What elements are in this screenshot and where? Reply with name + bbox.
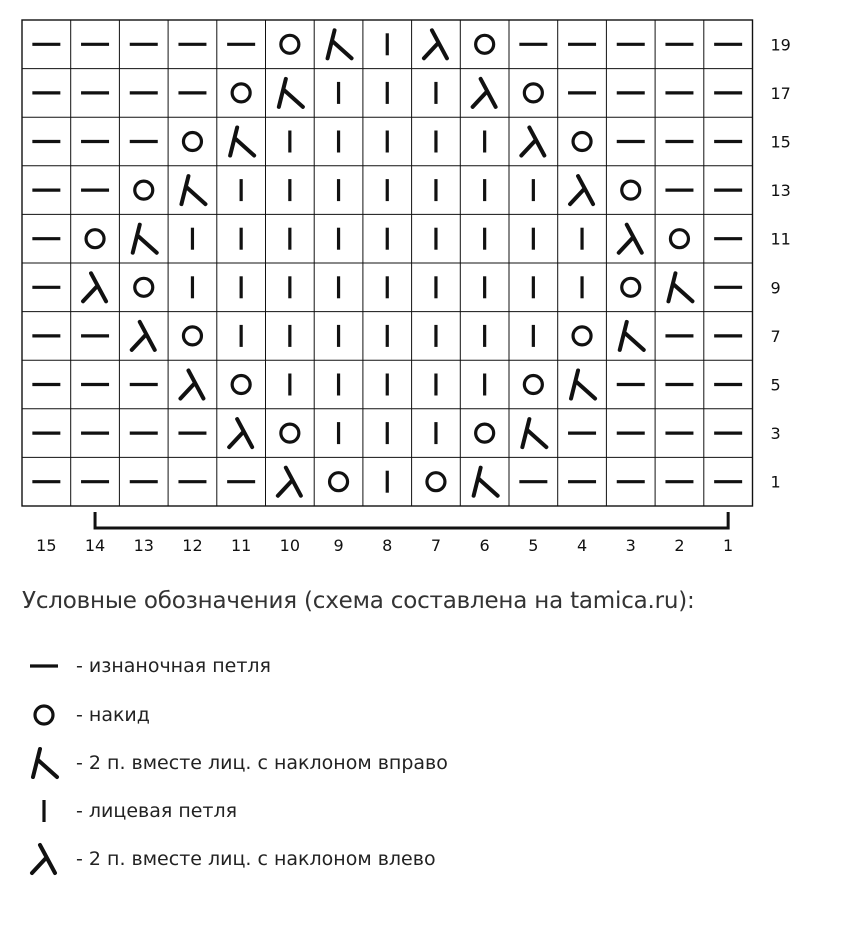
decrease-left-symbol xyxy=(570,176,593,204)
legend-item xyxy=(22,743,448,783)
column-label: 4 xyxy=(576,536,588,555)
yarn-over-symbol xyxy=(281,424,299,442)
legend-item-label: - 2 п. вместе лиц. с наклоном вправо xyxy=(76,752,448,774)
row-label: 7 xyxy=(770,326,781,346)
column-label: 11 xyxy=(230,536,252,555)
row-label: 5 xyxy=(770,375,781,395)
column-label: 2 xyxy=(674,536,685,555)
column-label: 3 xyxy=(625,536,636,555)
legend-item xyxy=(22,695,150,735)
row-label: 19 xyxy=(770,35,791,55)
knit-symbol-icon xyxy=(22,791,70,831)
decrease-left-symbol xyxy=(521,128,544,156)
purl-symbol-icon xyxy=(22,646,70,686)
column-label: 12 xyxy=(182,536,203,555)
decrease-right-symbol xyxy=(279,79,303,107)
yarn-over-symbol xyxy=(281,35,299,53)
column-label: 10 xyxy=(279,536,301,555)
yarn-over-symbol xyxy=(330,473,348,491)
column-label: 14 xyxy=(84,536,106,555)
yarn-over-symbol xyxy=(135,278,153,296)
column-label: 6 xyxy=(479,536,490,555)
yarn-over-symbol xyxy=(476,424,494,442)
row-label: 11 xyxy=(770,229,791,249)
yarn-over-symbol xyxy=(476,35,494,53)
legend-item-label: - лицевая петля xyxy=(76,800,238,822)
yarn-over-symbol xyxy=(86,230,104,248)
legend-item xyxy=(22,791,237,831)
column-label: 5 xyxy=(528,536,539,555)
decrease-left-symbol xyxy=(83,273,106,301)
legend-item-label: - изнаночная петля xyxy=(76,655,271,677)
column-label: 8 xyxy=(382,536,393,555)
decrease-left-symbol xyxy=(619,225,642,253)
decrease-left-symbol-icon xyxy=(22,839,70,879)
yarn-over-symbol xyxy=(135,181,153,199)
row-label: 9 xyxy=(770,278,781,298)
decrease-left-symbol xyxy=(180,371,203,399)
column-label: 1 xyxy=(723,536,734,555)
decrease-right-symbol xyxy=(571,371,595,399)
row-label: 1 xyxy=(770,472,781,492)
decrease-right-symbol xyxy=(328,30,352,58)
yarn-over-symbol xyxy=(232,84,250,102)
repeat-bracket xyxy=(95,512,728,528)
yarn-over-symbol xyxy=(183,327,201,345)
yarn-over-symbol xyxy=(524,84,542,102)
decrease-right-symbol xyxy=(230,128,254,156)
decrease-left-symbol xyxy=(132,322,155,350)
legend-title: Условные обозначения (схема составлена на tamica.ru): xyxy=(22,588,695,614)
yarn-over-symbol-icon xyxy=(22,695,70,735)
column-label: 7 xyxy=(430,536,442,555)
yarn-over-symbol xyxy=(524,376,542,394)
decrease-left-symbol xyxy=(424,30,447,58)
column-labels xyxy=(36,536,733,555)
decrease-left-symbol xyxy=(473,79,496,107)
decrease-right-symbol xyxy=(474,468,498,496)
yarn-over-symbol xyxy=(622,278,640,296)
decrease-left-symbol xyxy=(229,419,252,447)
decrease-right-symbol xyxy=(133,225,157,253)
row-label: 15 xyxy=(770,132,791,152)
column-label: 15 xyxy=(36,536,57,555)
decrease-right-symbol xyxy=(668,273,692,301)
yarn-over-symbol xyxy=(573,327,591,345)
decrease-right-symbol xyxy=(181,176,205,204)
column-label: 9 xyxy=(333,536,344,555)
row-labels xyxy=(771,35,791,491)
decrease-right-symbol-icon xyxy=(22,743,70,783)
yarn-over-symbol xyxy=(670,230,688,248)
yarn-over-symbol xyxy=(573,133,591,151)
yarn-over-symbol xyxy=(622,181,640,199)
legend-item xyxy=(22,646,271,686)
decrease-right-symbol xyxy=(620,322,644,350)
yarn-over-symbol xyxy=(427,473,445,491)
yarn-over-symbol xyxy=(183,133,201,151)
legend-item-label: - накид xyxy=(76,704,150,726)
decrease-left-symbol xyxy=(278,468,301,496)
row-label: 13 xyxy=(770,181,791,201)
legend-item-label: - 2 п. вместе лиц. с наклоном влево xyxy=(76,848,436,870)
column-label: 13 xyxy=(133,536,154,555)
yarn-over-symbol xyxy=(232,376,250,394)
decrease-right-symbol xyxy=(522,419,546,447)
row-label: 3 xyxy=(770,424,781,444)
row-label: 17 xyxy=(770,83,791,103)
legend-item xyxy=(22,839,436,879)
